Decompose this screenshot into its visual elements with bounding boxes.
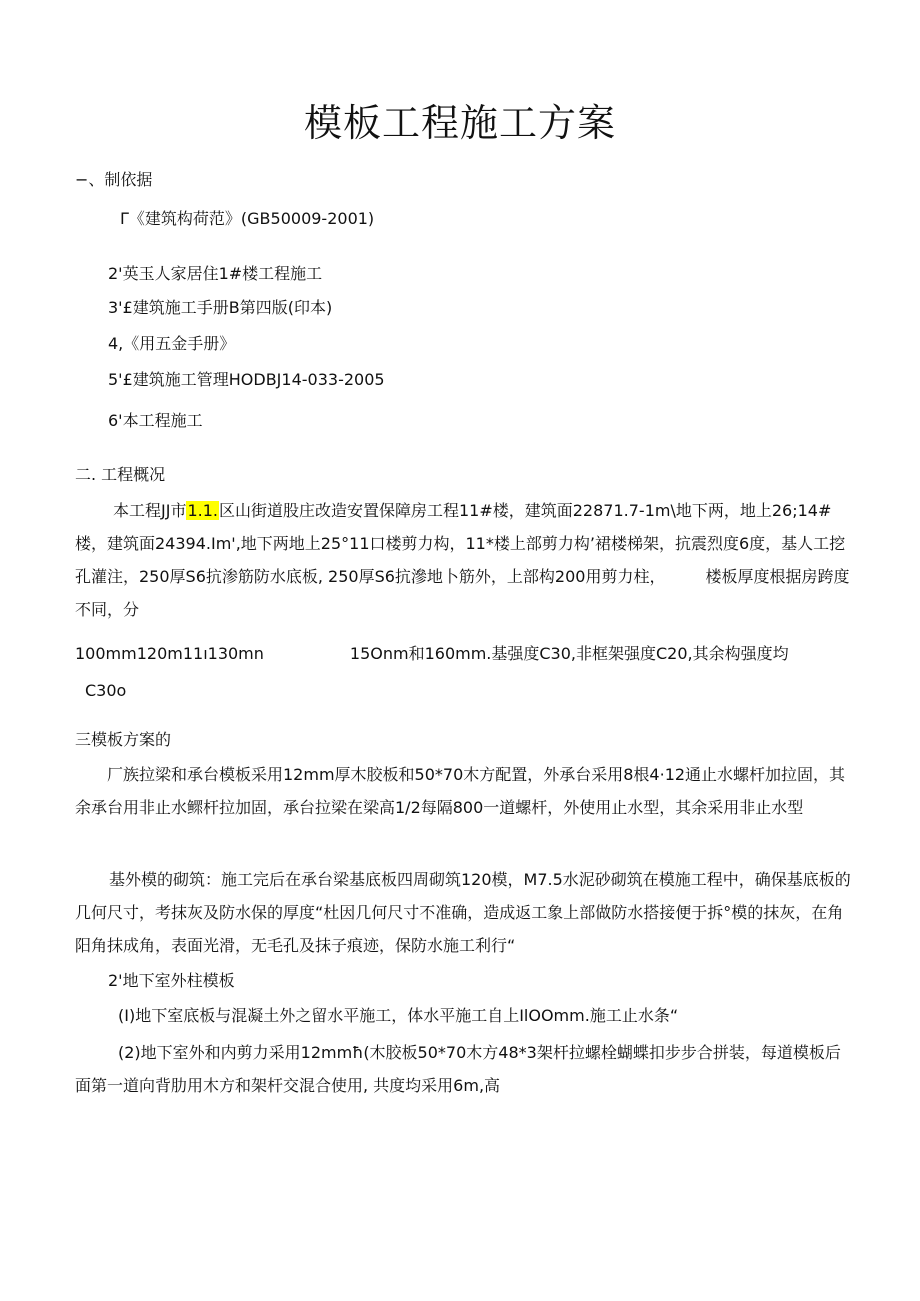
section-2-heading: 二. 工程概况 [75,465,166,484]
formwork-paragraph-1: 厂族拉梁和承台模板采用12mm厚木胶板和50*70木方配置，外承台采用8根4·12通止水螺杆加拉固，其余承台用非止水鳏杆拉加固，承台拉梁在梁高1/2每隔800一道螺杆，外使用止水型，其余采用非止水型 [75,765,846,817]
formwork-paragraph-2: 基外模的砌筑：施工完后在承台梁基底板四周砌筑120模，M7.5水泥砂砌筑在模施工程中，确保基底板的几何尺寸，考抹灰及防水保的厚度“杜因几何尺寸不准确，造成返工象上部做防水搭接便于拆°模的抹灰，在角阳角抹成角，表面光滑，无毛孔及抹子痕迹，保防水施工利行“ [75,870,851,955]
concrete-strength-text: 15Onm和160mm.基强度C30,非框架强度C20,其余构强度均 [349,644,789,663]
reference-item-2: 2'英玉人家居住1#楼工程施工 [108,264,323,283]
slab-thickness-line [75,644,789,664]
concrete-strength-end: C30o [85,681,127,700]
overview-text-main: 区山街道股庄改造安置保障房工程11#楼，建筑面22871.7-1m\地下两，地上26;14#楼，建筑面24394.Im',地下两地上25°11口楼剪力构，11*楼上部剪力构’裙楼梯架，抗震烈度6度，基人工挖孔灌注，250厚S6抗渗筋防水底板, 250厚S6抗滲地卜筋外，上部构200用剪力柱， [75,501,846,586]
reference-item-1: Γ《建筑构荷范》(GB50009-2001) [120,209,375,228]
formwork-item-1: (I)地下室底板与混凝土外之留水平施工，体水平施工自上IlOOmm.施工止水条“ [118,1006,679,1025]
highlighted-text: 1.1. [187,501,218,520]
project-overview-paragraph [75,494,855,626]
slab-thickness-values: 100mm120m11ı130mn [75,644,264,663]
reference-item-6: 6'本工程施工 [108,411,203,430]
reference-item-3: 3'£建筑施工手册B第四版(印本) [108,298,333,317]
subsection-2-heading: 2'地下室外柱模板 [108,971,235,990]
overview-text-start: 本工程JJ市 [113,501,187,520]
reference-item-5: 5'£建筑施工管理HODBJ14-033-2005 [108,370,385,389]
section-3-heading: 三模板方案的 [75,730,172,749]
document-title: 模板工程施工方案 [303,101,616,145]
formwork-item-2: (2)地下室外和内剪力采用12mmħ(木胶板50*70木方48*3架杆拉螺栓蝴蝶扣步步合拼装，每道模板后面第一道向背肋用木方和架杆交混合使用, 共度均采用6m,高 [75,1043,841,1095]
overview-text-end: 楼板厚度根据房跨度不同，分 [75,567,850,619]
reference-item-4: 4,《用五金手册》 [108,334,236,353]
section-1-heading: −、制依据 [75,170,153,189]
